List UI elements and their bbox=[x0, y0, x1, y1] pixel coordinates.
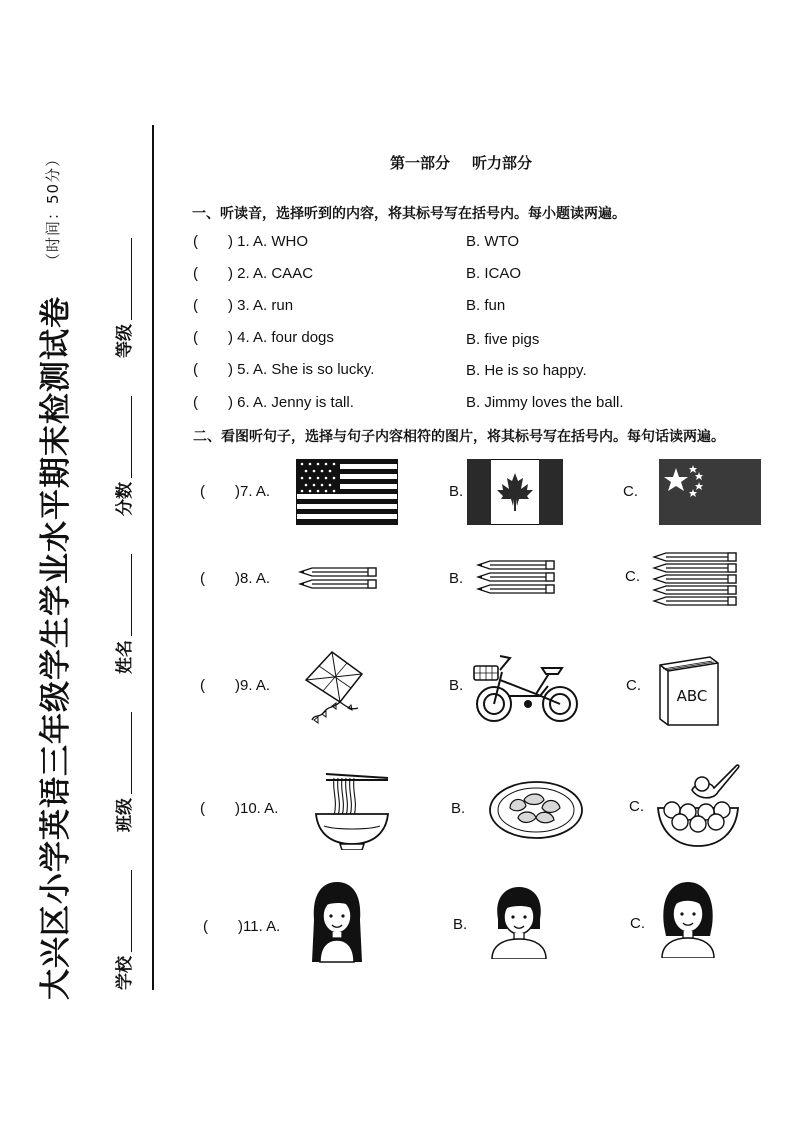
exam-title-text: 大兴区小学英语三年级学生学业水平期末检测试卷 bbox=[37, 296, 74, 1000]
question-10: ( )10. A. bbox=[200, 800, 279, 817]
noodles-bowl-icon[interactable] bbox=[312, 770, 392, 850]
margin-divider bbox=[152, 125, 154, 990]
abc-book-icon[interactable] bbox=[654, 655, 724, 727]
question-7: ( )7. A. bbox=[200, 483, 271, 500]
option-b: B. fun bbox=[466, 297, 506, 314]
option-c-label: C. bbox=[629, 798, 644, 815]
list-item: ( ) 5. A. She is so lucky. bbox=[193, 361, 375, 378]
list-item: ( ) 3. A. run bbox=[193, 297, 294, 314]
question-9: ( )9. A. bbox=[200, 677, 271, 694]
two-pencils-icon[interactable] bbox=[298, 565, 382, 591]
option-b: B. WTO bbox=[466, 233, 520, 250]
option-c-label: C. bbox=[625, 568, 640, 585]
list-item: ( ) 1. A. WHO bbox=[193, 233, 309, 250]
option-c-label: C. bbox=[630, 915, 645, 932]
girl-short-hair-icon[interactable] bbox=[488, 885, 550, 959]
field-name[interactable]: 姓名 bbox=[110, 554, 135, 674]
question-11: ( )11. A. bbox=[203, 918, 281, 935]
option-b-label: B. bbox=[449, 570, 464, 587]
canada-flag-icon[interactable] bbox=[467, 459, 563, 525]
field-school[interactable]: 学校 bbox=[110, 870, 135, 990]
woman-medium-hair-icon[interactable] bbox=[656, 880, 720, 958]
option-b-label: B. bbox=[453, 916, 468, 933]
tangyuan-bowl-icon[interactable] bbox=[656, 760, 740, 852]
list-item: ( ) 4. A. four dogs bbox=[193, 329, 334, 346]
usa-flag-icon[interactable] bbox=[296, 459, 398, 525]
option-b: B. He is so happy. bbox=[466, 362, 587, 379]
option-b-label: B. bbox=[449, 677, 464, 694]
three-pencils-icon[interactable] bbox=[476, 558, 560, 596]
exam-title bbox=[22, 150, 82, 1000]
list-item: ( ) 6. A. Jenny is tall. bbox=[193, 394, 354, 411]
option-b: B. ICAO bbox=[466, 265, 522, 282]
book-cover-text: ABC bbox=[676, 687, 708, 705]
dumplings-plate-icon[interactable] bbox=[488, 778, 584, 840]
option-c-label: C. bbox=[626, 677, 641, 694]
student-info-fields bbox=[97, 130, 147, 990]
girl-long-hair-icon[interactable] bbox=[308, 880, 366, 964]
question-8: ( )8. A. bbox=[200, 570, 271, 587]
option-c-label: C. bbox=[623, 483, 638, 500]
section2-instruction: 二、看图听句子，选择与句子内容相符的图片，将其标号写在括号内。每句话读两遍。 bbox=[193, 429, 725, 445]
option-b-label: B. bbox=[451, 800, 466, 817]
option-b: B. five pigs bbox=[466, 331, 540, 348]
part-title: 第一部分 听力部分 bbox=[390, 154, 533, 172]
five-pencils-icon[interactable] bbox=[652, 551, 740, 609]
china-flag-icon[interactable] bbox=[659, 459, 761, 525]
section1-instruction: 一、听读音，选择听到的内容，将其标号写在括号内。每小题读两遍。 bbox=[192, 206, 626, 222]
list-item: ( ) 2. A. CAAC bbox=[193, 265, 314, 282]
option-b-label: B. bbox=[449, 483, 464, 500]
field-score[interactable]: 分数 bbox=[110, 396, 135, 516]
bicycle-icon[interactable] bbox=[470, 650, 582, 726]
kite-icon[interactable] bbox=[300, 650, 370, 726]
field-class[interactable]: 班级 bbox=[110, 712, 135, 832]
field-grade[interactable]: 等级 bbox=[110, 238, 135, 358]
exam-time: （时间：50分） bbox=[43, 150, 62, 268]
option-b: B. Jimmy loves the ball. bbox=[466, 394, 624, 411]
